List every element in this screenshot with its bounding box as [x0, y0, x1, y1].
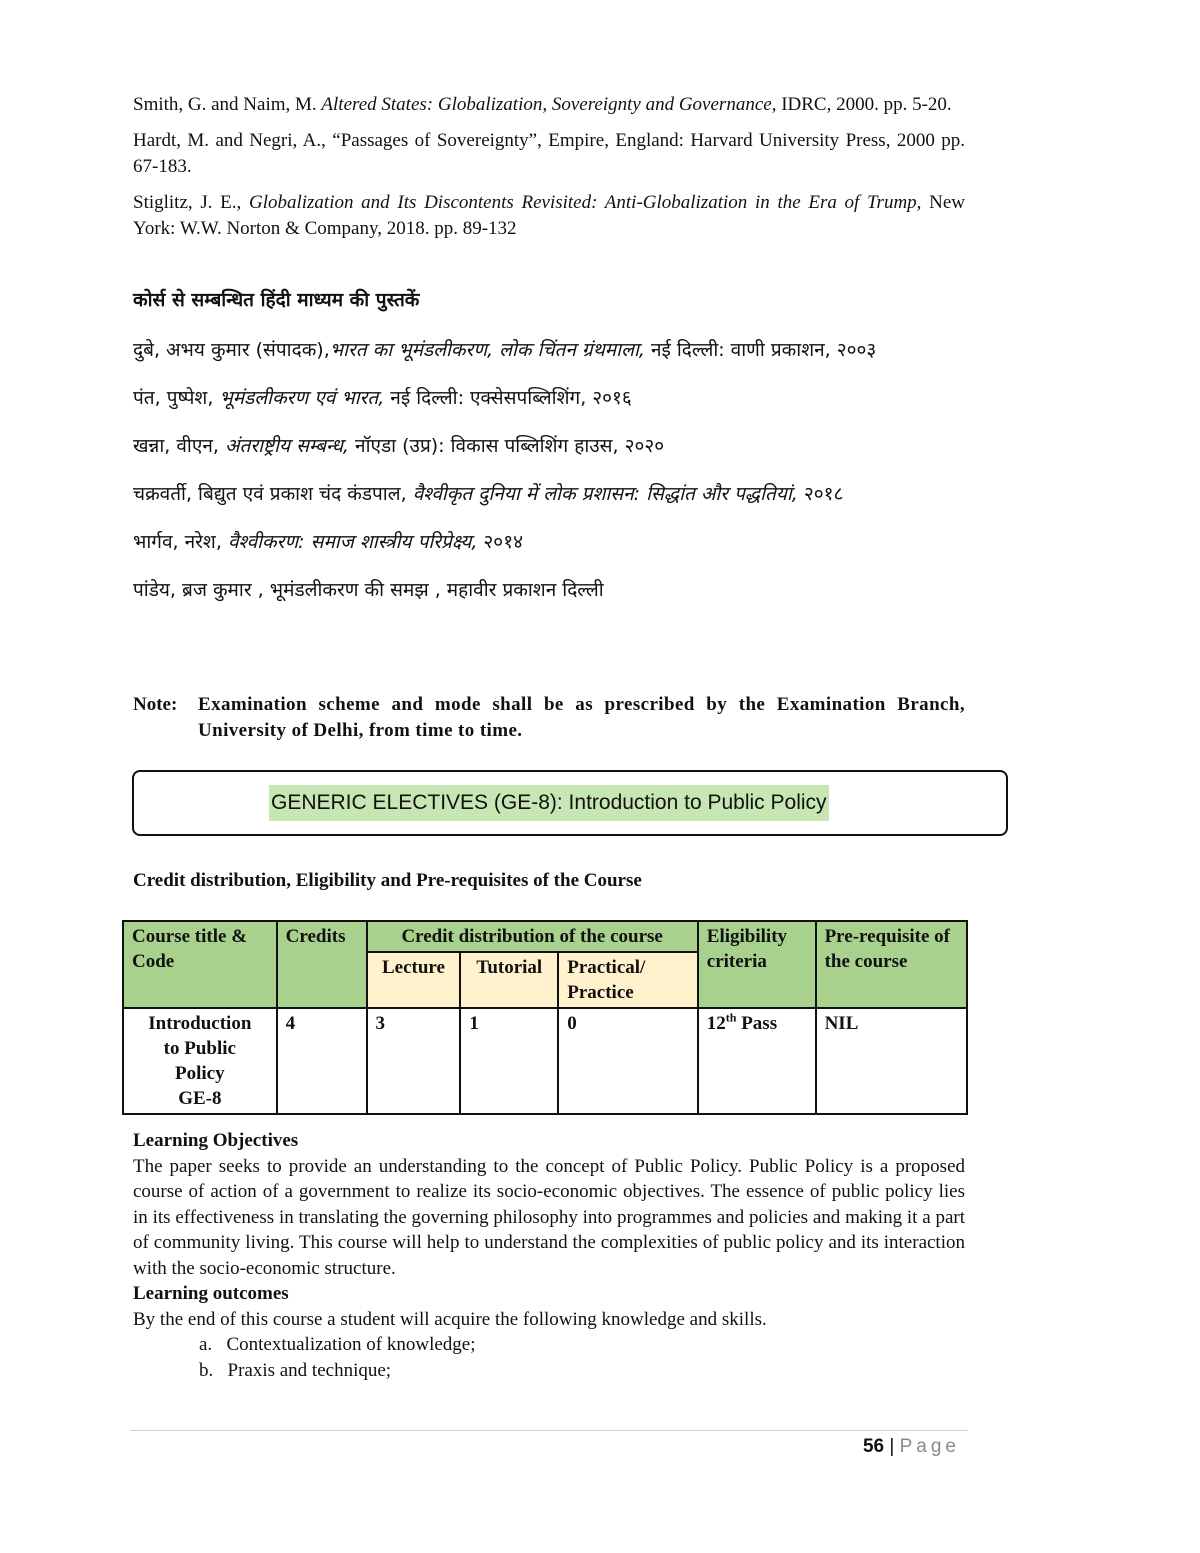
list-item: a. Contextualization of knowledge;: [199, 1334, 476, 1355]
hindi-reference-item: भार्गव, नरेश, वैश्वीकरण: समाज शास्त्रीय परिप्रेक्ष्य, २०१४: [133, 531, 523, 553]
header-prerequisite: Pre-requisite of the course: [816, 921, 967, 1008]
header-credits: Credits: [277, 921, 367, 1008]
credit-distribution-heading: Credit distribution, Eligibility and Pre-requisites of the Course: [133, 870, 642, 891]
cell-credits: 4: [277, 1008, 367, 1114]
english-references: [133, 92, 965, 252]
learning-objectives-heading: Learning Objectives: [133, 1130, 299, 1151]
cell-practical: 0: [558, 1008, 698, 1114]
hindi-reference-item: पंत, पुष्पेश, भूमंडलीकरण एवं भारत, नई दिल्ली: एक्सेसपब्लिशिंग, २०१६: [133, 387, 632, 409]
note-text: Examination scheme and mode shall be as prescribed by the Examination Branch, University of Delhi, from time to time.: [198, 694, 965, 741]
hindi-reference-item: खन्ना, वीएन, अंतराष्ट्रीय सम्बन्ध, नॉएडा (उप्र): विकास पब्लिशिंग हाउस, २०२०: [133, 435, 665, 457]
hindi-reference-item: दुबे, अभय कुमार (संपादक),भारत का भूमंडलीकरण, लोक चिंतन ग्रंथमाला, नई दिल्ली: वाणी प्रकाशन, २००३: [133, 339, 877, 361]
learning-outcomes-intro: By the end of this course a student will acquire the following knowledge and skills.: [133, 1308, 767, 1330]
page-number: 56 | Page: [862, 1436, 960, 1457]
cell-lecture: 3: [367, 1008, 461, 1114]
learning-objectives-text: The paper seeks to provide an understanding to the concept of Public Policy. Public Policy is a proposed course of action of a government to realize its socio-economic objectives. The essence of public policy lies in its effectiveness in translating the governing philosophy into programmes and policies and making it a part of community living. This course will help to understand the complexities of public policy and its interaction with the socio-economic structure.: [133, 1155, 965, 1279]
cell-tutorial: 1: [460, 1008, 558, 1114]
list-item: b. Praxis and technique;: [199, 1359, 392, 1381]
hindi-references-heading: कोर्स से सम्बन्धित हिंदी माध्यम की पुस्तकें: [133, 289, 420, 311]
footer-divider: [130, 1430, 968, 1431]
cell-prerequisite: NIL: [816, 1008, 967, 1114]
hindi-reference-item: चक्रवर्ती, बिद्युत एवं प्रकाश चंद कंडपाल, वैश्वीकृत दुनिया में लोक प्रशासन: सिद्धांत और पद्धतियां, २०१८: [133, 483, 844, 505]
header-practical: Practical/ Practice: [558, 952, 698, 1008]
learning-outcomes-heading: Learning outcomes: [133, 1283, 289, 1304]
reference-item: Hardt, M. and Negri, A., “Passages of Sovereignty”, Empire, England: Harvard University Press, 2000 pp. 67-183.: [133, 130, 965, 177]
header-credit-distribution: Credit distribution of the course: [367, 921, 698, 952]
table-row: [123, 1008, 967, 1114]
reference-item: Stiglitz, J. E., Globalization and Its Discontents Revisited: Anti-Globalization in the Era of Trump, New York: W.W. Norton & Company, 2018. pp. 89-132: [133, 192, 965, 239]
header-lecture: Lecture: [367, 952, 461, 1008]
examination-note: [133, 692, 965, 744]
reference-item: Smith, G. and Naim, M. Altered States: Globalization, Sovereignty and Governance, IDRC, 2000. pp. 5-20.: [133, 94, 952, 115]
ge-title: GENERIC ELECTIVES (GE-8): Introduction to Public Policy: [269, 785, 829, 821]
learning-section: [133, 1128, 965, 1383]
header-tutorial: Tutorial: [460, 952, 558, 1008]
header-course-title: Course title & Code: [123, 921, 277, 1008]
hindi-references: [133, 332, 958, 620]
cell-course-title: Introduction to Public Policy GE-8: [123, 1008, 277, 1114]
table-header-row: [123, 921, 967, 952]
header-eligibility: Eligibility criteria: [698, 921, 816, 1008]
hindi-reference-item: पांडेय, ब्रज कुमार , भूमंडलीकरण की समझ , महावीर प्रकाशन दिल्ली: [133, 579, 604, 601]
credit-distribution-table: [122, 920, 968, 1115]
note-label: Note:: [133, 694, 178, 715]
cell-eligibility: 12th Pass: [698, 1008, 816, 1114]
